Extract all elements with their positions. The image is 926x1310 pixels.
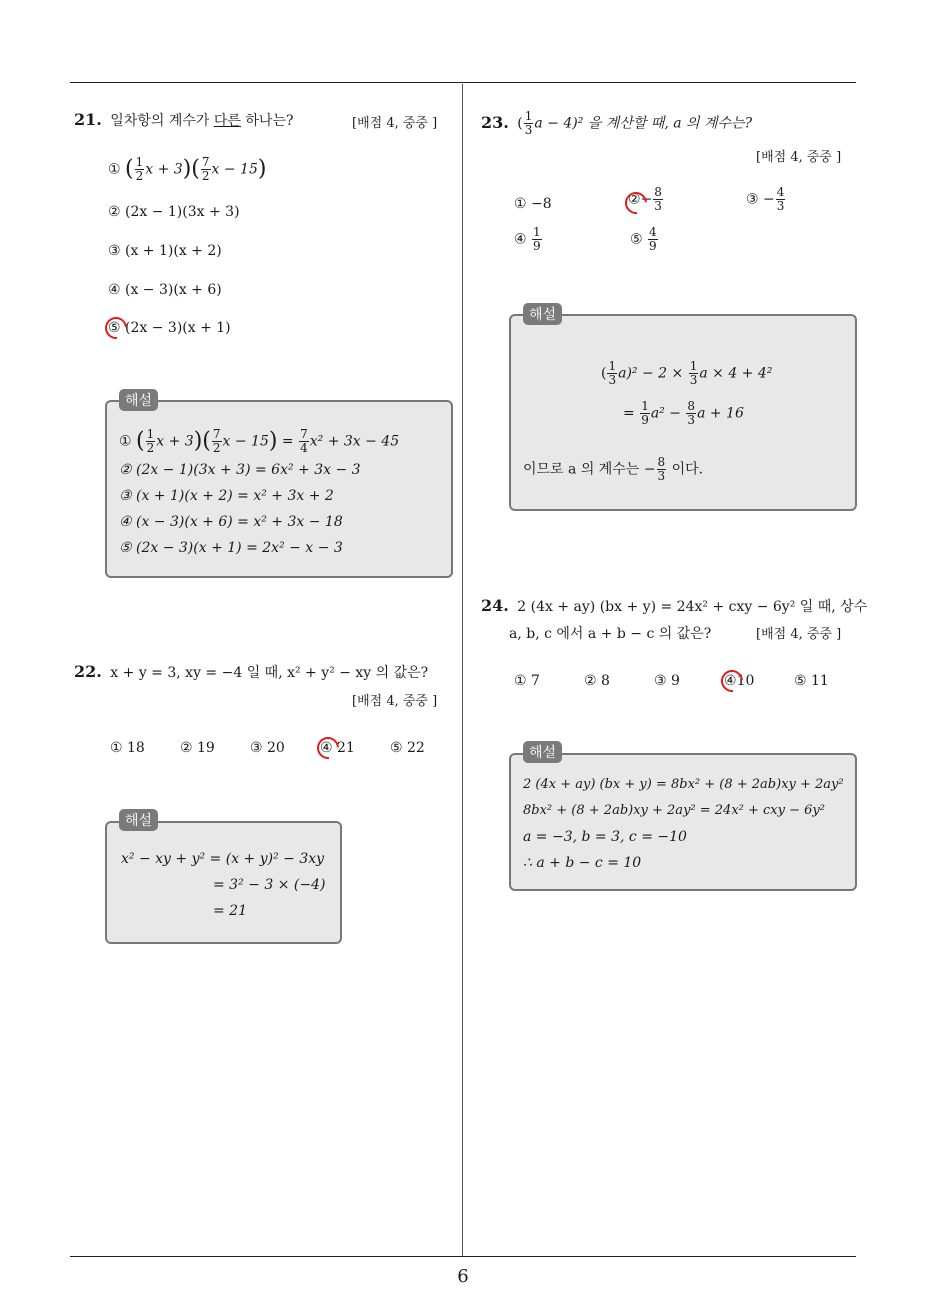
question-23-option-2[interactable]: ②− $\frac{8}{3}$ <box>628 185 662 213</box>
column-divider <box>462 84 463 1256</box>
sol-tail: a × 4 + 4² <box>699 365 773 382</box>
solution-line-3: a = −3, b = 3, c = −10 <box>523 829 687 845</box>
question-24-option-3[interactable]: ③ 9 <box>654 673 680 689</box>
answer-circle-mark <box>717 666 748 697</box>
solution-tag: 해설 <box>119 389 158 411</box>
question-24-option-1[interactable]: ① 7 <box>514 673 540 689</box>
question-21-option-2[interactable]: ② (2x − 1)(3x + 3) <box>108 204 240 220</box>
solution-line-4: ④ (x − 3)(x + 6) = x² + 3x − 18 <box>119 514 343 530</box>
answer-circle-mark <box>101 313 132 344</box>
solution-line-2: = 3² − 3 × (−4) <box>213 877 326 893</box>
stem-paren: ( <box>517 115 523 132</box>
option-marker: ④ <box>514 231 527 248</box>
sol-mid: a² − <box>650 405 686 422</box>
sol-expr-b: x − 15 <box>222 433 269 450</box>
option-marker: ⑤ <box>630 231 643 248</box>
question-21-option-1[interactable]: ① ( $\frac{1}{2}$ x + 3)( $\frac{7}{2}$ x − 15) <box>108 155 267 183</box>
solution-line-1: 2 (4x + ay) (bx + y) = 8bx² + (8 + 2ab)xy + 2ay² <box>523 777 844 792</box>
bottom-rule <box>70 1256 856 1257</box>
question-22-meta: [배점 4, 중중 ] <box>352 694 438 709</box>
stem-text: 일차항의 계수가 <box>110 113 210 129</box>
question-23-solution-box <box>509 314 857 511</box>
question-24-option-5[interactable]: ⑤ 11 <box>794 673 829 689</box>
question-23-option-5[interactable]: ⑤ $\frac{4}{9}$ <box>630 225 657 253</box>
solution-line-2: ② (2x − 1)(3x + 3) = 6x² + 3x − 3 <box>119 462 361 478</box>
question-22-option-3[interactable]: ③ 20 <box>250 740 285 756</box>
sol-tail: x² + 3x − 45 <box>309 433 400 450</box>
question-21-solution-box <box>105 400 453 578</box>
question-22-option-5[interactable]: ⑤ 22 <box>390 740 425 756</box>
question-22-solution-box <box>105 821 342 944</box>
question-23-stem: 23. ( $\frac{1}{3}$ a − 4)² 을 계산할 때, a 의 계수는? <box>481 109 753 137</box>
question-21-option-3[interactable]: ③ (x + 1)(x + 2) <box>108 243 222 259</box>
solution-line-2: = $\frac{1}{9}$ a² − $\frac{8}{3}$ a + 16 <box>623 399 744 427</box>
option-marker: ③ − <box>746 191 775 208</box>
question-21-stem <box>74 110 293 130</box>
stem-underlined: 다른 <box>213 113 241 129</box>
question-24-stem-line-2: a, b, c 에서 a + b − c 의 값은? <box>509 626 712 642</box>
option-value: 21 <box>337 740 355 756</box>
option-value: 10 <box>736 673 755 689</box>
sol-paren: ( <box>601 365 607 382</box>
option-expr-b: x − 15 <box>211 161 258 178</box>
option-marker: ② <box>628 191 641 208</box>
question-23-option-3[interactable]: ③ − $\frac{4}{3}$ <box>746 185 785 213</box>
sol-mid: a)² − 2 × <box>618 365 688 382</box>
question-number: 21. <box>74 110 102 129</box>
solution-line-1: x² − xy + y² = (x + y)² − 3xy <box>121 851 325 867</box>
sol-eq: = <box>623 405 640 422</box>
question-22-stem <box>74 662 428 682</box>
option-expr-a: x + 3 <box>145 161 183 178</box>
question-number: 23. <box>481 112 509 132</box>
option-marker: ⑤ <box>108 320 121 336</box>
sol-text: 이므로 a 의 계수는 − <box>523 461 656 478</box>
stem-text: x + y = 3, xy = −4 일 때, x² + y² − xy 의 값은? <box>110 665 429 681</box>
solution-line-1: ( $\frac{1}{3}$ a)² − 2 × $\frac{1}{3}$ a × 4 + 4² <box>601 359 773 387</box>
sol-tail: a + 16 <box>697 405 744 422</box>
solution-tag: 해설 <box>119 809 158 831</box>
question-24-meta: [배점 4, 중중 ] <box>756 627 842 642</box>
option-sign: − <box>640 191 653 208</box>
question-23-option-1[interactable]: ① −8 <box>514 196 552 212</box>
question-21-option-4[interactable]: ④ (x − 3)(x + 6) <box>108 282 222 298</box>
option-marker: ① <box>108 161 121 178</box>
solution-line-3: 이므로 a 의 계수는 − $\frac{8}{3}$ 이다. <box>523 455 704 483</box>
top-rule <box>70 82 856 83</box>
question-24-stem-line-1 <box>481 596 867 616</box>
question-22-option-2[interactable]: ② 19 <box>180 740 215 756</box>
solution-line-1: ① ( $\frac{1}{2}$ x + 3)( $\frac{7}{2}$ x − 15) = $\frac{7}{4}$ x² + 3x − 45 <box>119 427 400 455</box>
solution-tag: 해설 <box>523 303 562 325</box>
page-number: 6 <box>457 1266 469 1287</box>
solution-line-3: = 21 <box>213 903 247 919</box>
solution-line-3: ③ (x + 1)(x + 2) = x² + 3x + 2 <box>119 488 334 504</box>
question-22-option-1[interactable]: ① 18 <box>110 740 145 756</box>
question-23-meta: [배점 4, 중중 ] <box>756 150 842 165</box>
solution-line-5: ⑤ (2x − 3)(x + 1) = 2x² − x − 3 <box>119 540 343 556</box>
option-expr: (2x − 3)(x + 1) <box>125 320 231 336</box>
question-23-option-4[interactable]: ④ $\frac{1}{9}$ <box>514 225 541 253</box>
solution-line-2: 8bx² + (8 + 2ab)xy + 2ay² = 24x² + cxy − 6y² <box>523 803 825 818</box>
option-marker: ④ <box>320 740 333 756</box>
solution-tag: 해설 <box>523 741 562 763</box>
question-number: 22. <box>74 662 102 681</box>
question-21-meta: [배점 4, 중중 ] <box>352 116 438 131</box>
answer-circle-mark <box>313 733 344 764</box>
question-24-solution-box <box>509 753 857 891</box>
question-24-option-2[interactable]: ② 8 <box>584 673 610 689</box>
stem-text: 2 (4x + ay) (bx + y) = 24x² + cxy − 6y² 일 때, 상수 <box>517 599 868 615</box>
option-marker: ④ <box>724 673 737 689</box>
sol-equals: = <box>281 433 299 450</box>
stem-text: a − 4)² 을 계산할 때, a 의 계수는? <box>534 115 753 132</box>
solution-line-4: ∴ a + b − c = 10 <box>523 855 642 871</box>
question-number: 24. <box>481 596 509 615</box>
sol-expr-a: x + 3 <box>156 433 194 450</box>
sol-text-end: 이다. <box>667 461 704 478</box>
stem-text-end: 하나는? <box>245 113 294 129</box>
